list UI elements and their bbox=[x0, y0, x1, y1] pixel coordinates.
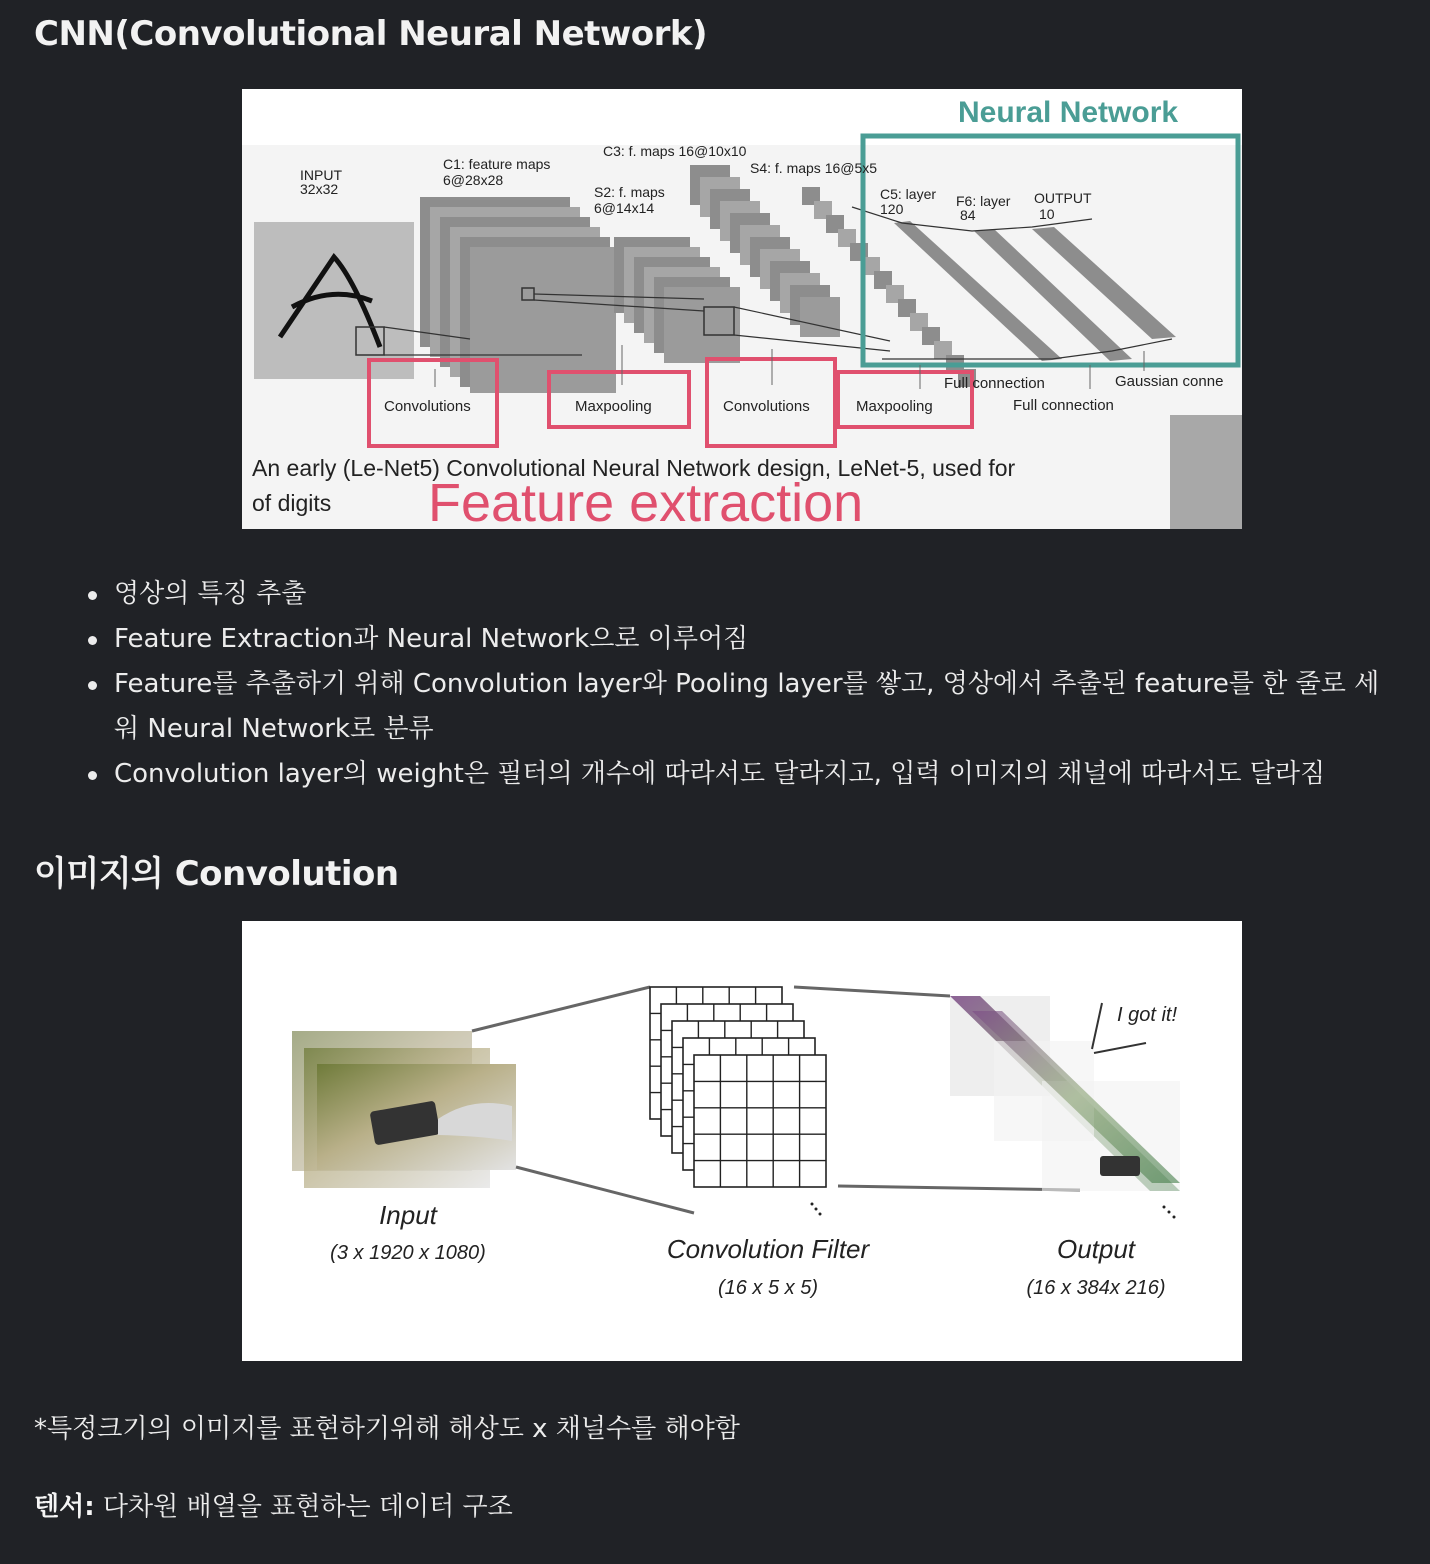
output-dims: (16 x 384x 216) bbox=[1026, 1277, 1166, 1299]
neural-network-label: Neural Network bbox=[958, 96, 1179, 129]
output-label: OUTPUT bbox=[1034, 190, 1092, 206]
f6-size: 84 bbox=[960, 207, 976, 223]
maxpooling-label-2: Maxpooling bbox=[856, 398, 933, 415]
tensor-definition-text: 다차원 배열을 표현하는 데이터 구조 bbox=[94, 1492, 513, 1522]
tensor-term: 텐서: bbox=[34, 1492, 95, 1522]
output-label: Output bbox=[1056, 1234, 1136, 1264]
section-heading-cnn: CNN(Convolutional Neural Network) bbox=[34, 14, 708, 54]
filter-dims: (16 x 5 x 5) bbox=[717, 1277, 819, 1299]
lenet-diagram-image bbox=[242, 89, 1242, 529]
convolutions-label-2: Convolutions bbox=[723, 398, 810, 415]
c1-label: C1: feature maps bbox=[443, 156, 551, 172]
input-dims: (3 x 1920 x 1080) bbox=[330, 1242, 486, 1264]
s2-label: S2: f. maps bbox=[594, 184, 665, 200]
feature-extraction-label: Feature extraction bbox=[428, 473, 864, 529]
s4-label: S4: f. maps 16@5x5 bbox=[750, 160, 878, 176]
full-connection-label-2: Full connection bbox=[1013, 397, 1114, 414]
maxpooling-label-1: Maxpooling bbox=[575, 398, 652, 415]
figure-caption-line2: of digits bbox=[252, 490, 332, 516]
output-size: 10 bbox=[1039, 206, 1055, 222]
full-connection-label-1: Full connection bbox=[944, 375, 1045, 392]
input-label: INPUT bbox=[300, 167, 342, 183]
convolution-filter-stack bbox=[650, 987, 826, 1187]
input-image-stack bbox=[292, 1031, 516, 1188]
c5-label: C5: layer bbox=[880, 186, 937, 202]
resolution-channel-note: *특정크기의 이미지를 표현하기위해 해상도 x 채널수를 해야함 bbox=[34, 1414, 740, 1444]
list-item: 영상의 특징 추출 bbox=[114, 572, 1384, 617]
c1-size: 6@28x28 bbox=[443, 172, 504, 188]
convolutions-label-1: Convolutions bbox=[384, 398, 471, 415]
input-label: Input bbox=[379, 1200, 437, 1230]
cnn-bullet-list bbox=[0, 572, 1384, 797]
list-item: Convolution layer의 weight은 필터의 개수에 따라서도 달라지고, 입력 이미지의 채널에 따라서도 달라짐 bbox=[114, 752, 1384, 797]
input-size: 32x32 bbox=[300, 181, 339, 197]
figure-caption-line1: An early (Le-Net5) Convolutional Neural Network design, LeNet-5, used for bbox=[252, 455, 1016, 481]
video-thumbnail-edge bbox=[1170, 415, 1242, 529]
speech-text: I got it! bbox=[1117, 1004, 1178, 1026]
section-heading-image-convolution: 이미지의 Convolution bbox=[34, 854, 399, 894]
tensor-definition bbox=[34, 1486, 513, 1523]
s2-size: 6@14x14 bbox=[594, 200, 655, 216]
gaussian-connection-label: Gaussian conne bbox=[1115, 373, 1224, 390]
list-item: Feature를 추출하기 위해 Convolution layer와 Pooling layer를 쌓고, 영상에서 추출된 feature를 한 줄로 세워 Neural Network로 분류 bbox=[114, 662, 1384, 752]
f6-label: F6: layer bbox=[956, 193, 1011, 209]
list-item: Feature Extraction과 Neural Network으로 이루어짐 bbox=[114, 617, 1384, 662]
filter-label: Convolution Filter bbox=[666, 1234, 870, 1264]
image-convolution-diagram bbox=[242, 921, 1242, 1361]
output-feature-map-stack bbox=[950, 996, 1180, 1219]
c3-label: C3: f. maps 16@10x10 bbox=[603, 143, 747, 159]
c5-size: 120 bbox=[880, 201, 904, 217]
filter-grid bbox=[694, 1055, 826, 1187]
